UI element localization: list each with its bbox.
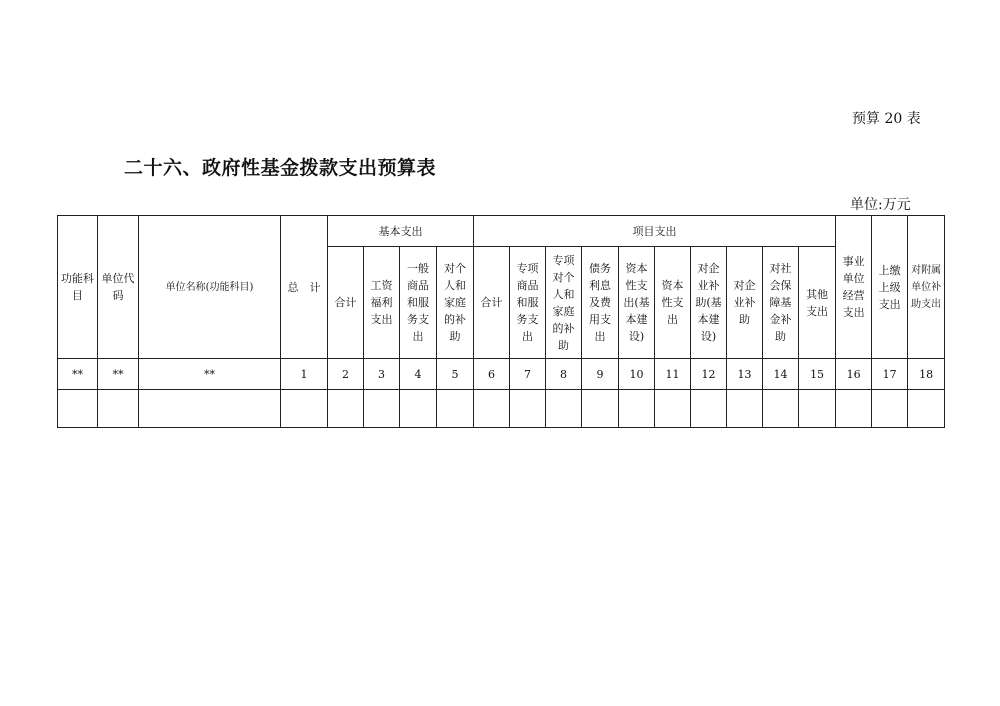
index-cell: 15 [799,359,836,390]
header-project-col: 资本 性支 出(基 本建 设) [619,247,655,359]
page-code: 预算 20 表 [852,111,921,127]
header-affiliated: 对附属 单位补 助支出 [908,216,945,359]
index-cell: 4 [400,359,437,390]
empty-cell [474,390,510,428]
index-cell: 10 [619,359,655,390]
empty-cell [619,390,655,428]
index-cell: 16 [836,359,872,390]
header-business: 事业 单位 经营 支出 [836,216,872,359]
empty-cell [98,390,139,428]
header-row-group [58,216,945,247]
index-cell: 9 [582,359,619,390]
empty-cell [582,390,619,428]
empty-cell [58,390,98,428]
index-cell: ** [139,359,281,390]
empty-cell [799,390,836,428]
empty-cell [400,390,437,428]
header-basic-col: 对个 人和 家庭 的补 助 [437,247,474,359]
header-project-group: 项目支出 [474,216,836,247]
index-cell: 13 [727,359,763,390]
header-upper: 上缴 上级 支出 [872,216,908,359]
index-cell: 2 [328,359,364,390]
index-cell: 17 [872,359,908,390]
empty-cell [836,390,872,428]
index-cell: 5 [437,359,474,390]
header-project-col: 资本 性支 出 [655,247,691,359]
header-total: 总 计 [281,216,328,359]
index-cell: 6 [474,359,510,390]
budget-table [57,215,945,428]
empty-data-row [58,390,945,428]
header-unit-code: 单位代 码 [98,216,139,359]
header-basic-col: 工资 福利 支出 [364,247,400,359]
empty-cell [727,390,763,428]
header-project-col: 其他 支出 [799,247,836,359]
index-cell: 12 [691,359,727,390]
index-cell: ** [98,359,139,390]
index-cell: 14 [763,359,799,390]
empty-cell [328,390,364,428]
empty-cell [872,390,908,428]
empty-cell [546,390,582,428]
index-cell: 3 [364,359,400,390]
empty-cell [691,390,727,428]
empty-cell [281,390,328,428]
header-project-col: 专项 对个 人和 家庭 的补 助 [546,247,582,359]
empty-cell [437,390,474,428]
index-row [58,359,945,390]
index-cell: 11 [655,359,691,390]
header-func-code: 功能科 目 [58,216,98,359]
header-project-col: 对企 业补 助 [727,247,763,359]
unit-label: 单位:万元 [850,197,911,213]
header-project-col: 债务 利息 及费 用支 出 [582,247,619,359]
header-unit-name: 单位名称(功能科目) [139,216,281,359]
index-cell: 7 [510,359,546,390]
header-basic-col: 一般 商品 和服 务支 出 [400,247,437,359]
index-cell: 1 [281,359,328,390]
empty-cell [908,390,945,428]
index-cell: 8 [546,359,582,390]
empty-cell [655,390,691,428]
empty-cell [364,390,400,428]
header-project-col: 对社 会保 障基 金补 助 [763,247,799,359]
index-cell: ** [58,359,98,390]
header-project-col: 专项 商品 和服 务支 出 [510,247,546,359]
empty-cell [510,390,546,428]
index-cell: 18 [908,359,945,390]
page-title: 二十六、政府性基金拨款支出预算表 [124,157,437,179]
header-project-col: 对企 业补 助(基 本建 设) [691,247,727,359]
header-project-col: 合计 [474,247,510,359]
empty-cell [763,390,799,428]
header-basic-col: 合计 [328,247,364,359]
empty-cell [139,390,281,428]
header-basic-group: 基本支出 [328,216,474,247]
